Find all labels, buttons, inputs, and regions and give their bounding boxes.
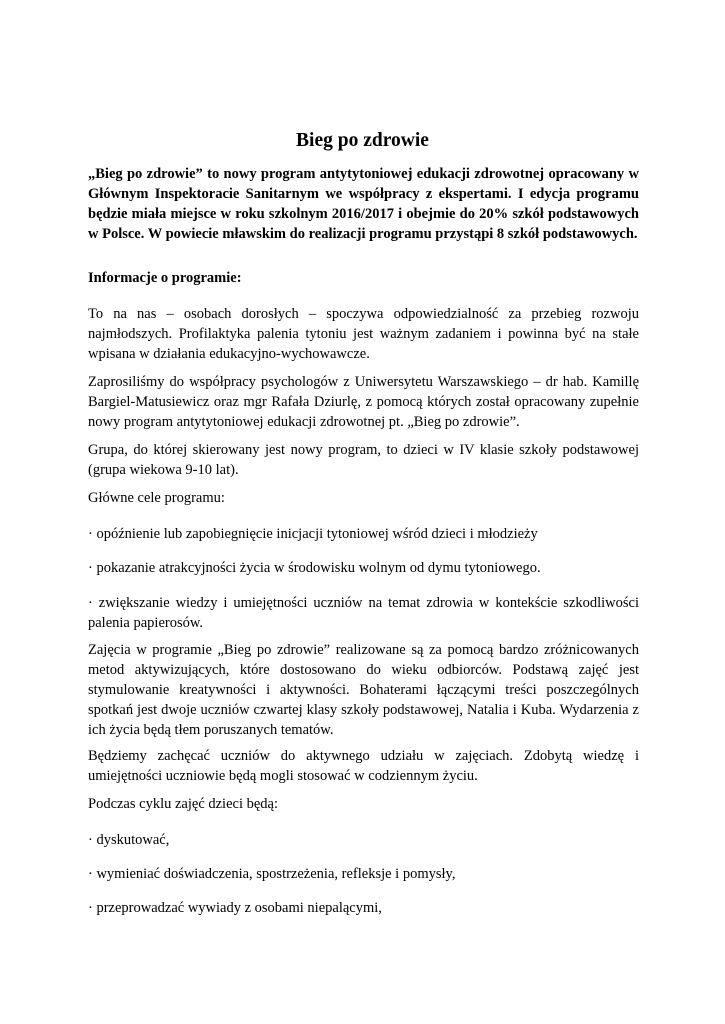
paragraph-responsibility: To na nas – osobach dorosłych – spoczywa odpowiedzialność za przebieg rozwoju najmłodszych. Profilaktyka palenia tytoniu jest ważnym zadaniem i powinna być na stałe wpisana w działania edukacyjno-wychowawcze. [88, 306, 639, 362]
paragraph-cooperation: Zaprosiliśmy do współpracy psychologów z Uniwersytetu Warszawskiego – dr hab. Kamillę Bargiel-Matusiewicz oraz mgr Rafała Dziurlę, z pomocą których został opracowany zupełnie nowy program antytytoniowej edukacji zdrowotnej pt. „Bieg po zdrowie”. [88, 374, 639, 430]
document-title: Bieg po zdrowie [296, 130, 429, 151]
paragraph-target-group: Grupa, do której skierowany jest nowy program, to dzieci w IV klasie szkoły podstawowej (grupa wiekowa 9-10 lat). [88, 442, 639, 478]
activity-item: · wymieniać doświadczenia, spostrzeżenia, refleksje i pomysły, [88, 866, 456, 882]
activities-heading: Podczas cyklu zajęć dzieci będą: [88, 796, 279, 812]
goal-item: · pokazanie atrakcyjności życia w środowisku wolnym od dymu tytoniowego. [88, 560, 541, 576]
goal-item: · opóźnienie lub zapobiegnięcie inicjacji tytoniowej wśród dzieci i młodzieży [88, 526, 538, 542]
intro-paragraph: „Bieg po zdrowie” to nowy program antytytoniowej edukacji zdrowotnej opracowany w Głównym Inspektoracie Sanitarnym we współpracy z ekspertami. I edycja programu będzie miała miejsce w roku szkolnym 2016/2017 i obejmie do 20% szkół podstawowych w Polsce. W powiecie mławskim do realizacji programu przystąpi 8 szkół podstawowych. [88, 166, 639, 242]
goals-heading: Główne cele programu: [88, 490, 225, 506]
paragraph-methods: Zajęcia w programie „Bieg po zdrowie” realizowane są za pomocą bardzo zróżnicowanych metod aktywizujących, które dostosowano do wieku odbiorców. Podstawą zajęć jest stymulowanie kreatywności i aktywności. Bohaterami łączącymi treści poszczególnych spotkań jest dwoje uczniów czwartej klasy szkoły podstawowej, Natalia i Kuba. Wydarzenia z ich życia będą tłem poruszanych tematów. [88, 642, 639, 738]
activity-item: · przeprowadzać wywiady z osobami niepalącymi, [88, 900, 382, 916]
paragraph-engagement: Będziemy zachęcać uczniów do aktywnego udziału w zajęciach. Zdobytą wiedzę i umiejętności uczniowie będą mogli stosować w codziennym życiu. [88, 748, 639, 784]
activity-item: · dyskutować, [88, 832, 170, 848]
goal-item: · zwiększanie wiedzy i umiejętności uczniów na temat zdrowia w kontekście szkodliwości palenia papierosów. [88, 595, 639, 631]
info-heading: Informacje o programie: [88, 270, 242, 286]
